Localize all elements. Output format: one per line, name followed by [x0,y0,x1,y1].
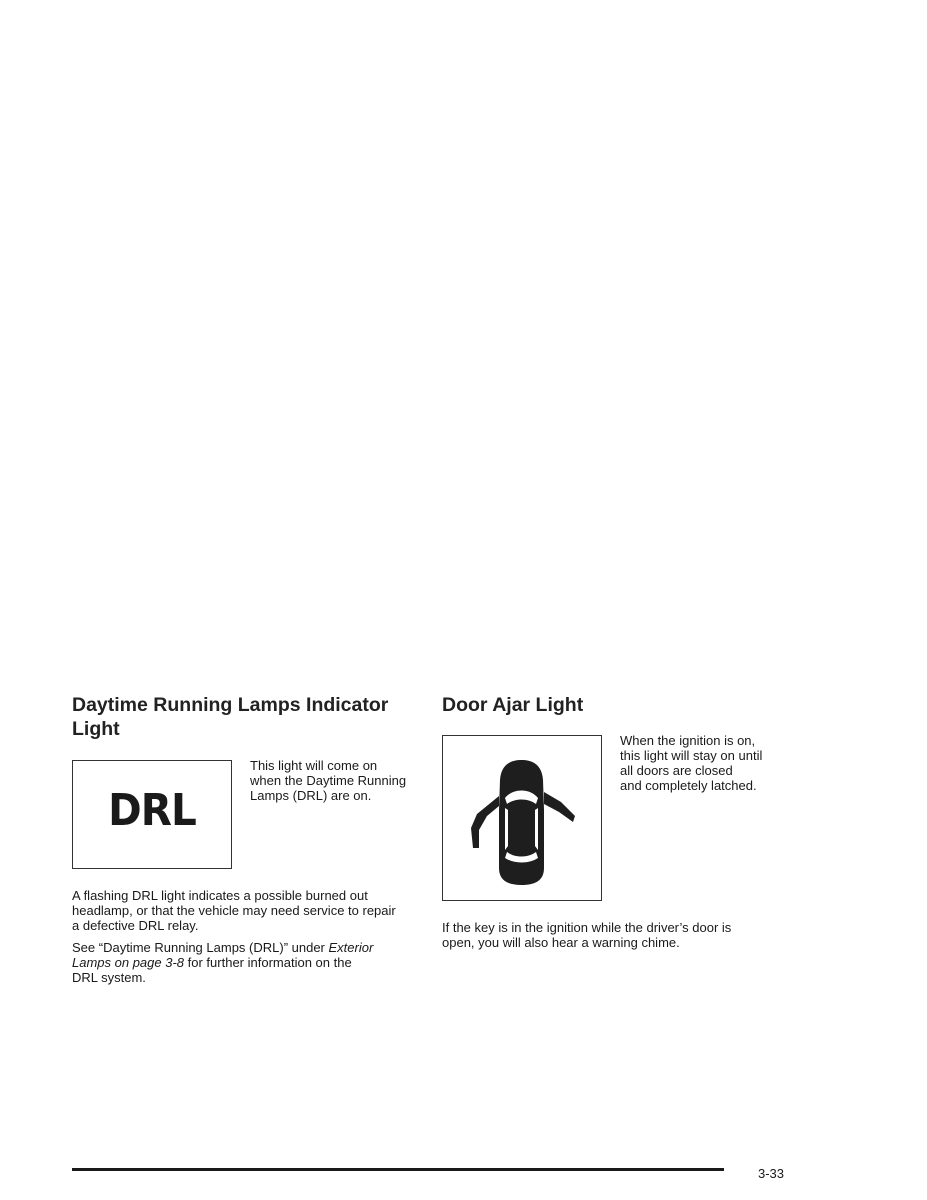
exterior-lamps-page-reference: Lamps on page 3-8 [72,955,185,970]
drl-caption-line: This light will come on [250,758,378,773]
door-ajar-caption-line: this light will stay on until [620,748,763,763]
door-ajar-figure [442,735,602,901]
right-door [544,792,575,822]
car-left-window [505,808,508,850]
drl-para2-line2 [72,955,373,970]
door-ajar-para-line: open, you will also hear a warning chime. [442,935,680,950]
exterior-lamps-reference: Exterior [328,940,374,955]
drl-heading [72,693,388,741]
drl-para2-line1 [72,940,373,955]
door-ajar-para-line: If the key is in the ignition while the driver’s door is [442,920,732,935]
door-ajar-caption-line: and completely latched. [620,778,757,793]
door-ajar-heading: Door Ajar Light [442,694,584,716]
car-right-window [535,808,538,850]
door-ajar-caption [620,733,762,793]
drl-para2-text: for further information on the [184,955,352,970]
drl-para2-line3: DRL system. [72,970,146,985]
drl-caption-line: when the Daytime Running [250,773,407,788]
drl-indicator-figure [72,760,232,869]
drl-caption-line: Lamps (DRL) are on. [250,788,372,803]
drl-heading-line1: Daytime Running Lamps Indicator [72,694,389,716]
drl-paragraph-2 [72,940,373,985]
drl-caption [250,758,406,803]
drl-heading-line2: Light [72,718,120,740]
door-ajar-paragraph [442,920,731,950]
drl-para1-line: a defective DRL relay. [72,918,199,933]
footer-rule [72,1168,724,1171]
drl-para1-line: A flashing DRL light indicates a possible burned out [72,888,368,903]
door-ajar-caption-line: all doors are closed [620,763,733,778]
drl-indicator-symbol: DRL [108,785,196,836]
door-ajar-caption-line: When the ignition is on, [620,733,756,748]
drl-para1-line: headlamp, or that the vehicle may need service to repair [72,903,396,918]
left-door [471,796,499,848]
drl-paragraph-1 [72,888,396,933]
drl-para2-text: See “Daytime Running Lamps (DRL)” under [72,940,329,955]
page-number: 3-33 [758,1166,785,1181]
car-doors-open-icon [443,736,600,899]
